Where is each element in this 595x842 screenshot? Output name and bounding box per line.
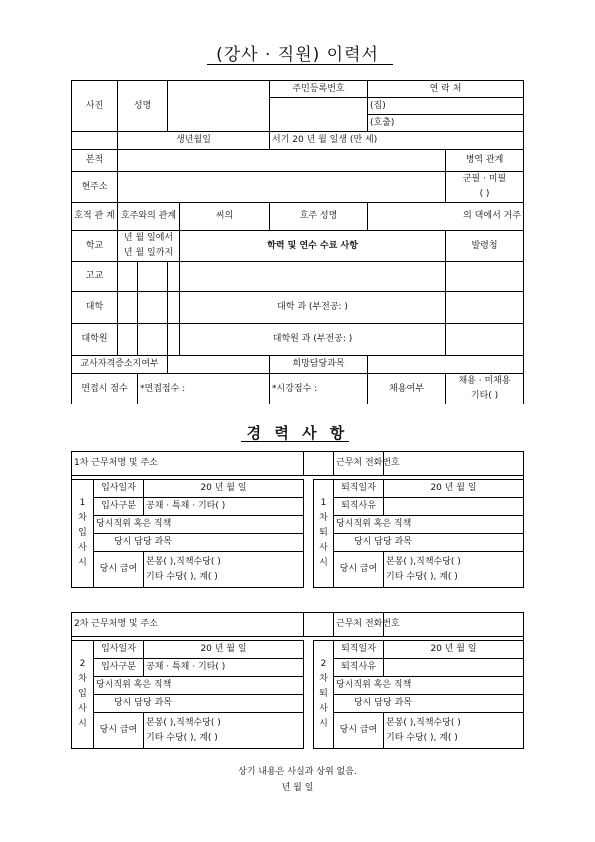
hire-label: 채용여부 bbox=[368, 374, 446, 405]
military-label: 병역 관계 bbox=[446, 150, 524, 172]
leave-salary-label: 당시 급여 bbox=[334, 713, 384, 749]
period-to: 년 월 일까지 bbox=[123, 248, 174, 258]
vchar: 사 bbox=[78, 704, 87, 714]
edu-row-label-0: 고교 bbox=[72, 262, 118, 292]
career-title-underline bbox=[241, 441, 349, 442]
salary-field[interactable] bbox=[144, 552, 304, 588]
name-label: 성명 bbox=[118, 81, 168, 132]
domicile-field[interactable] bbox=[118, 150, 446, 172]
vchar: 차 bbox=[319, 674, 328, 684]
title-underline bbox=[207, 64, 393, 65]
leave-vertical bbox=[314, 480, 334, 588]
edu-cell[interactable] bbox=[138, 324, 168, 356]
edu-cell[interactable] bbox=[118, 324, 138, 356]
vchar: 시 bbox=[319, 719, 328, 729]
vchar: 1 bbox=[320, 498, 327, 508]
license-field[interactable] bbox=[168, 356, 270, 374]
salary-field[interactable] bbox=[144, 713, 304, 749]
resident-no-field[interactable] bbox=[270, 98, 368, 132]
career-section-title: 경 력 사 항 bbox=[246, 424, 349, 442]
personal-info-table bbox=[71, 80, 524, 404]
leave-position-label: 당시직위 혹은 직책 bbox=[334, 677, 524, 695]
military-options: 군필 · 미필 bbox=[462, 174, 507, 184]
vchar: 퇴 bbox=[319, 528, 328, 538]
footer-date: 년 월 일 bbox=[281, 783, 314, 793]
mobile-field[interactable]: (호출) bbox=[368, 115, 524, 132]
company-phone-field[interactable] bbox=[384, 613, 524, 637]
lecture-score-field[interactable]: *시강점수 : bbox=[270, 374, 368, 405]
leave-salary-field[interactable] bbox=[384, 713, 524, 749]
edu-cell[interactable] bbox=[138, 262, 168, 292]
vchar: 차 bbox=[78, 674, 87, 684]
head-name-label: 호주 성명 bbox=[270, 203, 368, 231]
edu-issuer-cell[interactable] bbox=[446, 262, 524, 292]
photo-cell: 사진 bbox=[72, 81, 118, 132]
salary-label: 당시 급여 bbox=[94, 713, 144, 749]
career-table-1 bbox=[71, 451, 524, 588]
birth-field[interactable]: 서기 20 년 월 일생 (만 세) bbox=[270, 132, 524, 150]
salary-line-1: 본봉( ),직책수당( ) bbox=[146, 556, 221, 567]
salary-label: 당시 급여 bbox=[94, 552, 144, 588]
vchar: 2 bbox=[320, 659, 327, 669]
address-label: 현주소 bbox=[72, 172, 118, 203]
military-status[interactable] bbox=[446, 172, 524, 203]
edu-cell[interactable] bbox=[118, 292, 138, 324]
military-paren: ( ) bbox=[479, 189, 490, 199]
leave-reason-label: 퇴직사유 bbox=[334, 498, 384, 516]
license-label: 교사자격증소지여부 bbox=[72, 356, 168, 374]
leave-reason-field[interactable] bbox=[384, 498, 524, 516]
leave-position-label: 당시직위 혹은 직책 bbox=[334, 516, 524, 534]
leave-salary-line-2: 기타 수당( ), 계( ) bbox=[386, 732, 458, 743]
company-label: 1차 근무처명 및 주소 bbox=[72, 452, 304, 476]
edu-cell[interactable] bbox=[168, 292, 180, 324]
photo-cell-bottom bbox=[72, 132, 118, 150]
vchar: 2 bbox=[79, 659, 86, 669]
vchar: 시 bbox=[319, 558, 328, 568]
career-table-2 bbox=[71, 612, 524, 749]
salary-line-2: 기타 수당( ), 계( ) bbox=[146, 732, 218, 743]
issuer-label: 발령청 bbox=[446, 231, 524, 262]
edu-row-content-1[interactable]: 대학 과 (부전공: ) bbox=[180, 292, 446, 324]
vchar: 사 bbox=[78, 543, 87, 553]
school-label: 학교 bbox=[72, 231, 118, 262]
edu-row-content-2[interactable]: 대학원 과 (부전공: ) bbox=[180, 324, 446, 356]
subject-label: 당시 담당 과목 bbox=[94, 534, 304, 552]
leave-reason-field[interactable] bbox=[384, 659, 524, 677]
name-field[interactable] bbox=[168, 81, 270, 132]
edu-cell[interactable] bbox=[118, 262, 138, 292]
edu-issuer-cell[interactable] bbox=[446, 324, 524, 356]
living-with-label: 의 댁에서 거주 bbox=[368, 203, 524, 231]
leave-subject-label: 당시 담당 과목 bbox=[334, 695, 524, 713]
home-phone-field[interactable]: (집) bbox=[368, 98, 524, 115]
vchar: 1 bbox=[79, 498, 86, 508]
join-type-field[interactable]: 공채 · 특채 · 기타( ) bbox=[144, 498, 304, 516]
leave-date-label: 퇴직일자 bbox=[334, 480, 384, 498]
vchar: 퇴 bbox=[319, 689, 328, 699]
education-header: 학력 및 연수 수료 사항 bbox=[180, 231, 446, 262]
company-field[interactable] bbox=[304, 452, 334, 476]
join-date-field[interactable]: 20 년 월 일 bbox=[144, 480, 304, 498]
document-title: (강사 · 직원) 이력서 bbox=[216, 45, 379, 65]
hire-opts: 채용 · 미채용 bbox=[458, 376, 511, 386]
position-label: 당시직위 혹은 직책 bbox=[94, 516, 304, 534]
vchar: 사 bbox=[319, 704, 328, 714]
interview-score-field[interactable]: *면접점수 : bbox=[138, 374, 270, 405]
join-type-field[interactable]: 공채 · 특채 · 기타( ) bbox=[144, 659, 304, 677]
contact-label: 연 락 처 bbox=[368, 81, 524, 98]
join-vertical bbox=[72, 480, 94, 588]
ssi-label: 씨의 bbox=[180, 203, 270, 231]
company-phone-label: 근무처 전화번호 bbox=[334, 613, 384, 637]
join-type-label: 입사구분 bbox=[94, 498, 144, 516]
hire-options[interactable] bbox=[446, 374, 524, 405]
leave-salary-line-1: 본봉( ),직책수당( ) bbox=[386, 717, 461, 728]
edu-cell[interactable] bbox=[168, 324, 180, 356]
period-from: 년 월 일에서 bbox=[123, 233, 174, 243]
leave-reason-label: 퇴직사유 bbox=[334, 659, 384, 677]
vchar: 차 bbox=[319, 513, 328, 523]
resident-no-label: 주민등록번호 bbox=[270, 81, 368, 98]
edu-row-label-2: 대학원 bbox=[72, 324, 118, 356]
family-rel-label: 호적 관 계 bbox=[72, 203, 118, 231]
vchar: 시 bbox=[78, 719, 87, 729]
edu-cell[interactable] bbox=[168, 262, 180, 292]
address-field[interactable] bbox=[118, 172, 446, 203]
company-phone-label: 근무처 전화번호 bbox=[334, 452, 384, 476]
interview-label: 면접시 점수 bbox=[72, 374, 138, 405]
vchar: 입 bbox=[78, 689, 87, 699]
edu-cell[interactable] bbox=[138, 292, 168, 324]
edu-issuer-cell[interactable] bbox=[446, 292, 524, 324]
vchar: 입 bbox=[78, 528, 87, 538]
leave-date-field[interactable]: 20 년 월 일 bbox=[384, 641, 524, 659]
company-field[interactable] bbox=[304, 613, 334, 637]
leave-vertical bbox=[314, 641, 334, 749]
head-rel-label: 호주와의 관계 bbox=[118, 203, 180, 231]
join-type-label: 입사구분 bbox=[94, 659, 144, 677]
join-date-field[interactable]: 20 년 월 일 bbox=[144, 641, 304, 659]
join-vertical bbox=[72, 641, 94, 749]
domicile-label: 본적 bbox=[72, 150, 118, 172]
salary-line-2: 기타 수당( ), 계( ) bbox=[146, 571, 218, 582]
leave-salary-label: 당시 급여 bbox=[334, 552, 384, 588]
desired-subject-field[interactable] bbox=[368, 356, 524, 374]
leave-date-label: 퇴직일자 bbox=[334, 641, 384, 659]
gap bbox=[304, 641, 314, 749]
birth-label: 생년월일 bbox=[118, 132, 270, 150]
company-phone-field[interactable] bbox=[384, 452, 524, 476]
subject-label: 당시 담당 과목 bbox=[94, 695, 304, 713]
leave-salary-field[interactable] bbox=[384, 552, 524, 588]
position-label: 당시직위 혹은 직책 bbox=[94, 677, 304, 695]
company-label: 2차 근무처명 및 주소 bbox=[72, 613, 304, 637]
footer-statement: 상기 내용은 사실과 상위 없음. bbox=[238, 767, 357, 777]
join-date-label: 입사일자 bbox=[94, 480, 144, 498]
edu-row-content-0[interactable] bbox=[180, 262, 446, 292]
hire-other: 기타( ) bbox=[470, 391, 499, 401]
vchar: 차 bbox=[78, 513, 87, 523]
vchar: 시 bbox=[78, 558, 87, 568]
leave-salary-line-2: 기타 수당( ), 계( ) bbox=[386, 571, 458, 582]
edu-row-label-1: 대학 bbox=[72, 292, 118, 324]
leave-subject-label: 당시 담당 과목 bbox=[334, 534, 524, 552]
desired-subject-label: 희망담당과목 bbox=[270, 356, 368, 374]
gap bbox=[304, 480, 314, 588]
period-label bbox=[118, 231, 180, 262]
leave-salary-line-1: 본봉( ),직책수당( ) bbox=[386, 556, 461, 567]
join-date-label: 입사일자 bbox=[94, 641, 144, 659]
salary-line-1: 본봉( ),직책수당( ) bbox=[146, 717, 221, 728]
vchar: 사 bbox=[319, 543, 328, 553]
leave-date-field[interactable]: 20 년 월 일 bbox=[384, 480, 524, 498]
